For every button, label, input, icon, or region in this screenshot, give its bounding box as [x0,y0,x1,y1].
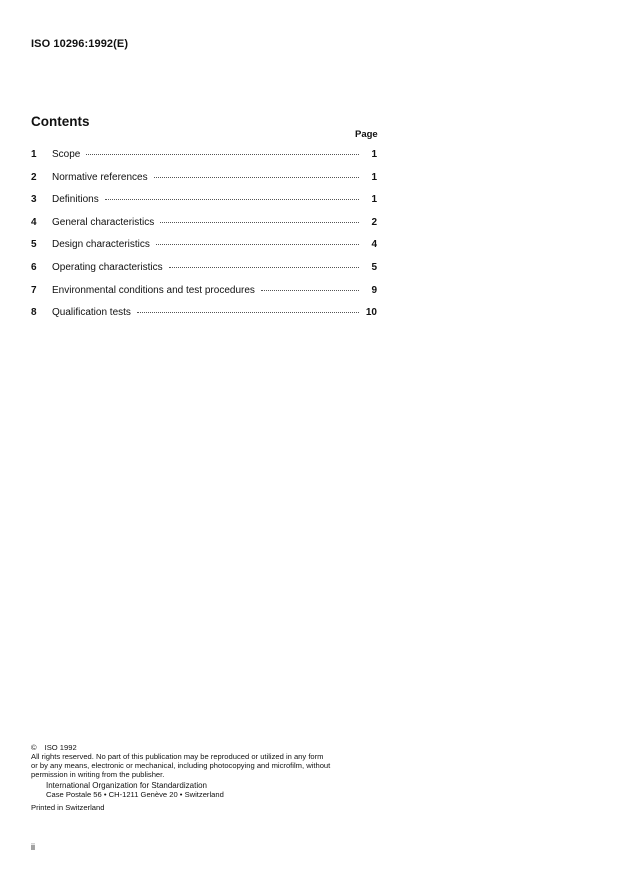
toc-entry-number: 3 [31,194,37,206]
toc-entry-title: General characteristics [52,216,155,228]
toc-entry-title: Environmental conditions and test procedures [52,284,255,296]
dot-leader [261,290,359,291]
document-id-header: ISO 10296:1992(E) [31,38,129,50]
toc-entry-page: 10 [365,307,377,319]
toc-entry-qualification-tests[interactable] [31,307,377,330]
toc-entry-environmental-conditions[interactable] [31,285,377,308]
toc-entry-definitions[interactable] [31,194,377,217]
copyright-holder-line [31,743,379,752]
table-of-contents [31,149,377,330]
dot-leader [154,177,359,178]
copyright-symbol: © [31,743,37,752]
toc-entry-number: 7 [31,284,37,296]
toc-entry-design-characteristics[interactable] [31,239,377,262]
toc-entry-number: 6 [31,261,37,273]
toc-entry-general-characteristics[interactable] [31,217,377,240]
toc-entry-page: 4 [371,239,377,251]
toc-entry-number: 5 [31,239,37,251]
dot-leader [86,154,359,155]
dot-leader [160,222,359,223]
toc-entry-number: 4 [31,216,37,228]
toc-entry-number: 1 [31,149,37,160]
toc-entry-title: Design characteristics [52,239,150,251]
dot-leader [169,267,359,268]
rights-statement-line-3: permission in writing from the publisher. [31,770,165,779]
toc-entry-page: 1 [371,194,377,206]
organization-address: Case Postale 56 • CH-1211 Genève 20 • Switzerland [46,790,224,799]
toc-entry-number: 2 [31,171,37,183]
toc-entry-scope[interactable] [31,149,377,172]
rights-statement-line-1: All rights reserved. No part of this publication may be reproduced or utilized in any form [31,752,324,761]
toc-entry-page: 5 [371,261,377,273]
page-column-label: Page [355,129,378,140]
toc-entry-title: Qualification tests [52,307,131,319]
printed-in-line: Printed in Switzerland [31,803,105,812]
contents-heading: Contents [31,114,90,129]
toc-entry-page: 9 [371,284,377,296]
page-number: ii [31,842,35,852]
dot-leader [105,199,359,200]
toc-entry-page: 1 [371,149,377,160]
toc-entry-title: Definitions [52,194,99,206]
dot-leader [156,244,359,245]
organization-name: International Organization for Standardization [46,781,207,790]
dot-leader [137,312,359,313]
toc-entry-operating-characteristics[interactable] [31,262,377,285]
toc-entry-title: Operating characteristics [52,261,163,273]
toc-entry-page: 1 [371,171,377,183]
toc-entry-title: Normative references [52,171,148,183]
copyright-holder: ISO 1992 [44,743,77,752]
toc-entry-normative-references[interactable] [31,172,377,195]
toc-entry-page: 2 [371,216,377,228]
toc-entry-title: Scope [52,149,81,160]
toc-entry-number: 8 [31,307,37,319]
rights-statement-line-2: or by any means, electronic or mechanical, including photocopying and microfilm, without [31,761,331,770]
copyright-notice [31,743,379,812]
